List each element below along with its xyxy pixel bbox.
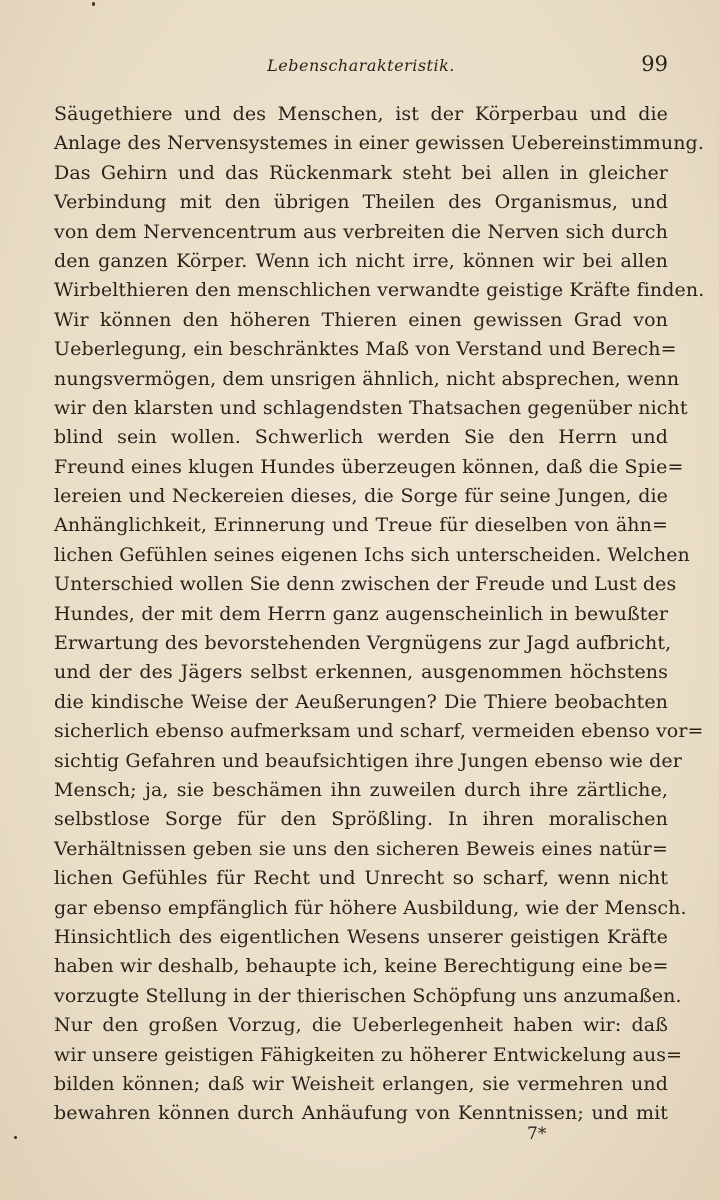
text-line: Erwartung des bevorstehenden Vergnügens zur Jagd aufbricht, [54,632,672,655]
text-line: Verbindung mit den übrigen Theilen des Organismus, und [54,191,668,214]
text-line: Hinsichtlich des eigentlichen Wesens unserer geistigen Kräfte [54,925,668,948]
text-line: Freund eines klugen Hundes überzeugen können, daß die Spie= [54,455,684,478]
paper-speck [92,2,95,6]
text-line: vorzugte Stellung in der thierischen Schöpfung uns anzumaßen. [54,984,682,1007]
text-line: den ganzen Körper. Wenn ich nicht irre, können wir bei allen [54,249,668,272]
text-line: Das Gehirn und das Rückenmark steht bei allen in gleicher [54,161,668,184]
text-line: wir unsere geistigen Fähigkeiten zu höherer Entwickelung aus= [54,1043,683,1066]
text-line: wir den klarsten und schlagendsten Thatsachen gegenüber nicht [54,396,688,419]
text-line: lichen Gefühlen seines eigenen Ichs sich unterscheiden. Welchen [54,543,690,566]
signature-mark: 7* [527,1124,547,1144]
text-line: Wir können den höheren Thieren einen gewissen Grad von [54,308,668,331]
text-line: sichtig Gefahren und beaufsichtigen ihre Jungen ebenso wie der [54,749,682,772]
text-line: Anhänglichkeit, Erinnerung und Treue für dieselben von ähn= [54,514,668,537]
body-text [54,100,705,1129]
text-line: bewahren können durch Anhäufung von Kenntnissen; und mit [54,1102,668,1125]
text-line: Säugethiere und des Menschen, ist der Körperbau und die [54,103,668,125]
text-line: Mensch; ja, sie beschämen ihn zuweilen durch ihre zärtliche, [54,778,668,801]
text-line: Nur den großen Vorzug, die Ueberlegenheit haben wir: daß [54,1014,668,1037]
page-number: 99 [641,52,668,76]
text-line: selbstlose Sorge für den Sprößling. In ihren moralischen [54,808,668,831]
text-line: Ueberlegung, ein beschränktes Maß von Verstand und Berech= [54,338,677,361]
text-line: Unterschied wollen Sie denn zwischen der Freude und Lust des [54,573,677,596]
text-line: Wirbelthieren den menschlichen verwandte geistige Kräfte finden. [54,279,705,302]
text-line: Verhältnissen geben sie uns den sicheren Beweis eines natür= [54,837,668,860]
running-head: Lebenscharakteristik. [267,56,455,75]
text-line: lichen Gefühles für Recht und Unrecht so scharf, wenn nicht [54,867,668,890]
text-line: lereien und Neckereien dieses, die Sorge für seine Jungen, die [54,485,668,508]
text-line: haben wir deshalb, behaupte ich, keine Berechtigung eine be= [54,955,669,978]
text-line: gar ebenso empfänglich für höhere Ausbildung, wie der Mensch. [54,896,687,919]
text-line: Hundes, der mit dem Herrn ganz augenscheinlich in bewußter [54,602,668,625]
paper-speck [14,1136,17,1139]
text-line: bilden können; daß wir Weisheit erlangen, sie vermehren und [54,1072,668,1095]
text-line: von dem Nervencentrum aus verbreiten die Nerven sich durch [54,220,668,243]
page-header [54,52,668,82]
text-line: die kindische Weise der Aeußerungen? Die Thiere beobachten [54,690,668,713]
text-line: sicherlich ebenso aufmerksam und scharf, vermeiden ebenso vor= [54,720,704,743]
text-line: blind sein wollen. Schwerlich werden Sie den Herrn und [54,426,668,449]
text-line: nungsvermögen, dem unsrigen ähnlich, nicht absprechen, wenn [54,367,680,390]
text-line: Anlage des Nervensystemes in einer gewissen Uebereinstimmung. [54,132,704,155]
text-line: und der des Jägers selbst erkennen, ausgenommen höchstens [54,661,668,684]
